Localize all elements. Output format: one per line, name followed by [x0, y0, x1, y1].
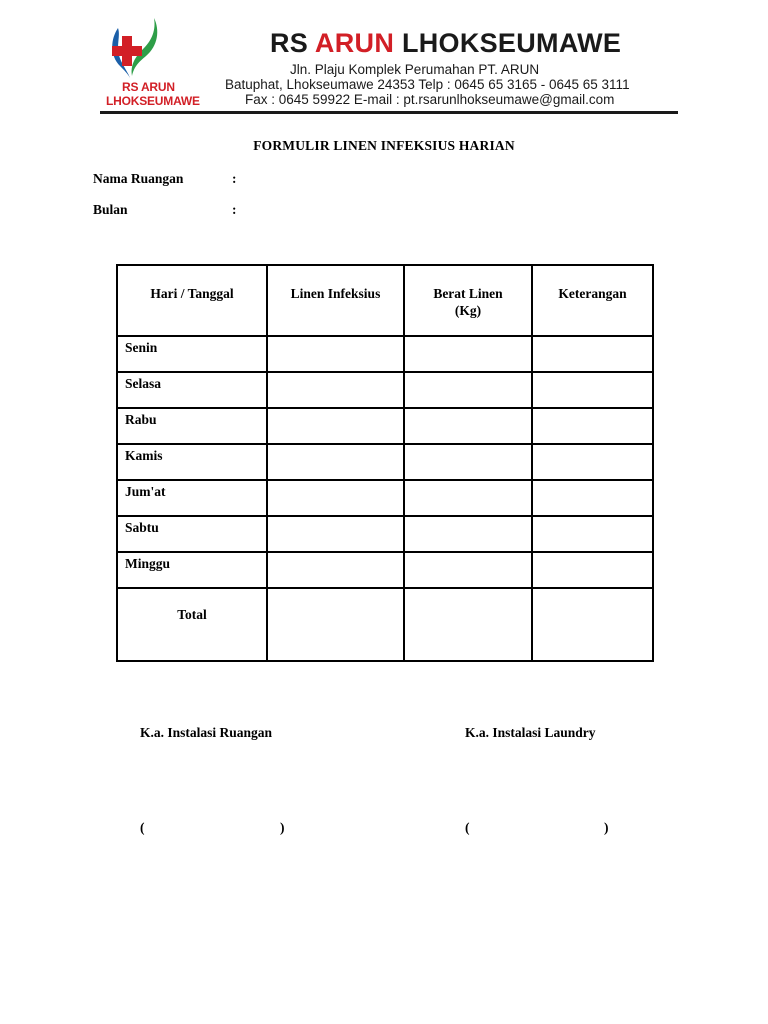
day-cell: Kamis [117, 444, 267, 480]
table-row [117, 552, 653, 588]
logo-text-name: RS ARUN [122, 80, 175, 94]
contact-line: Fax : 0645 59922 E-mail : pt.rsarunlhokseumawe@gmail.com [245, 92, 615, 107]
day-cell: Rabu [117, 408, 267, 444]
signature-close-paren-left: ) [280, 820, 285, 835]
hospital-logo [100, 14, 210, 110]
logo-text-city: LHOKSEUMAWE [106, 94, 200, 108]
linen-cell[interactable] [267, 444, 404, 480]
logo-cross-icon [104, 16, 164, 78]
table-row [117, 516, 653, 552]
table-row [117, 372, 653, 408]
linen-table [116, 264, 654, 662]
total-label: Total [117, 588, 267, 661]
total-weight-cell[interactable] [404, 588, 532, 661]
notes-cell[interactable] [532, 480, 653, 516]
weight-cell[interactable] [404, 516, 532, 552]
header-linen-weight-text: Berat Linen (Kg) [433, 286, 503, 318]
signature-title-room: K.a. Instalasi Ruangan [140, 725, 273, 740]
notes-cell[interactable] [532, 372, 653, 408]
linen-cell[interactable] [267, 336, 404, 372]
header-day-date: Hari / Tanggal [117, 265, 267, 336]
month-colon: : [232, 202, 237, 217]
table-row [117, 444, 653, 480]
day-cell: Selasa [117, 372, 267, 408]
notes-cell[interactable] [532, 516, 653, 552]
weight-cell[interactable] [404, 336, 532, 372]
weight-cell[interactable] [404, 444, 532, 480]
table-header-row [117, 265, 653, 336]
org-name-prefix: RS [270, 28, 309, 58]
header-infectious-linen: Linen Infeksius [267, 265, 404, 336]
weight-cell[interactable] [404, 408, 532, 444]
day-cell: Sabtu [117, 516, 267, 552]
signature-close-paren-right: ) [604, 820, 609, 835]
weight-cell[interactable] [404, 552, 532, 588]
letterhead [100, 14, 678, 110]
header-notes: Keterangan [532, 265, 653, 336]
day-cell: Minggu [117, 552, 267, 588]
form-title: FORMULIR LINEN INFEKSIUS HARIAN [253, 138, 515, 153]
signature-open-paren-right: ( [465, 820, 470, 835]
weight-cell[interactable] [404, 480, 532, 516]
address-line-1: Jln. Plaju Komplek Perumahan PT. ARUN [290, 62, 540, 77]
signature-title-laundry: K.a. Instalasi Laundry [465, 725, 596, 740]
notes-cell[interactable] [532, 444, 653, 480]
day-cell: Jum'at [117, 480, 267, 516]
table-row [117, 336, 653, 372]
notes-cell[interactable] [532, 336, 653, 372]
table-row [117, 480, 653, 516]
room-name-label: Nama Ruangan [93, 171, 184, 186]
month-label: Bulan [93, 202, 128, 217]
address-line-2: Batuphat, Lhokseumawe 24353 Telp : 0645 65 3165 - 0645 65 3111 [225, 77, 630, 92]
letterhead-divider [100, 111, 678, 114]
weight-cell[interactable] [404, 372, 532, 408]
linen-cell[interactable] [267, 516, 404, 552]
organization-name [270, 28, 621, 59]
total-linen-cell[interactable] [267, 588, 404, 661]
total-notes-cell[interactable] [532, 588, 653, 661]
linen-cell[interactable] [267, 372, 404, 408]
org-name-suffix: LHOKSEUMAWE [401, 28, 622, 58]
notes-cell[interactable] [532, 408, 653, 444]
header-linen-weight [404, 265, 532, 336]
linen-cell[interactable] [267, 480, 404, 516]
day-cell: Senin [117, 336, 267, 372]
total-row [117, 588, 653, 661]
room-name-colon: : [232, 171, 237, 186]
linen-cell[interactable] [267, 552, 404, 588]
notes-cell[interactable] [532, 552, 653, 588]
linen-cell[interactable] [267, 408, 404, 444]
signature-open-paren-left: ( [140, 820, 145, 835]
table-row [117, 408, 653, 444]
org-name-highlight: ARUN [314, 28, 395, 58]
